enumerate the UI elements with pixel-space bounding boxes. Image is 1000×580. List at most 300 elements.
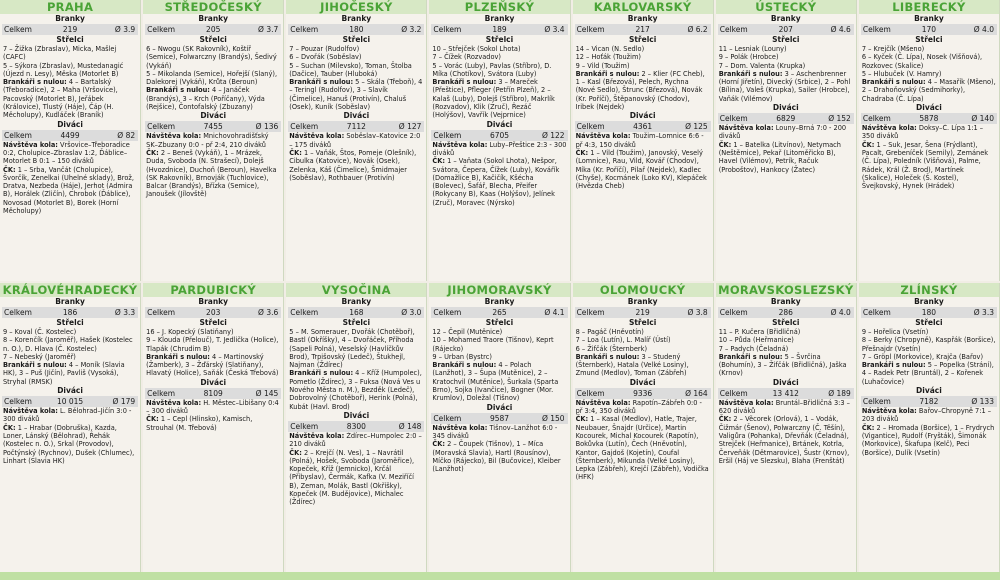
divaci-total: 9336	[633, 388, 653, 398]
navsteva-entry	[432, 141, 566, 158]
strelci-heading: Střelci	[772, 35, 800, 44]
strelci-list	[429, 328, 569, 403]
ck-text: 1 – Vaňák, Štos, Pomeje (Olešník), Cibulka (Katovice), Novák (Osek), Zelenka, Káš (Čimelice), Šmidmajer (Soběslav), Rothbauer (Protivín)	[289, 148, 417, 182]
ck-label: ČK:	[432, 440, 446, 449]
divaci-average: Ø 145	[256, 388, 279, 399]
branky-average: Ø 4.6	[831, 24, 851, 35]
brankari-label: Brankáři s nulou:	[575, 69, 640, 78]
region-table	[573, 283, 714, 580]
divaci-total: 5878	[919, 114, 939, 124]
divaci-average: Ø 150	[542, 413, 565, 424]
ck-text: 1 – Srba, Vančát (Cholupice), Švorčík, Zenelkai (Uhelné sklady), Brož, Dratva, Nezbeda (Háje), Jerhot (Admira B), Horálek (Zličín), Chrobok (Ďáblice), Novosad (Motorlet B), Borek (Horní Měcholupy)	[3, 165, 134, 216]
divaci-bar	[288, 421, 424, 432]
region-name: OLOMOUCKÝ	[573, 283, 713, 297]
region-table	[0, 0, 141, 281]
strelci-heading: Střelci	[915, 318, 943, 327]
branky-heading: Branky	[627, 297, 658, 306]
branky-bar	[288, 307, 424, 318]
divaci-celkem-label: Celkem	[4, 130, 32, 140]
branky-average: Ø 4.0	[831, 307, 851, 318]
branky-average: Ø 3.3	[115, 307, 135, 318]
strelci-heading: Střelci	[772, 318, 800, 327]
region-table	[0, 283, 141, 580]
strelci-text: 10 – Střejček (Sokol Lhota) 7 – Čížek (Rozvadov) 5 – Vorác (Luby), Pavlas (Stříbro), D. Míka (Chotíkov), Svátora (Luby)	[432, 45, 552, 78]
ck-text: 2 – Čoupek (Tišnov), 1 – Míca (Moravská Slavia), Hartl (Rousínov), Míčko (Rájecko), Bil (Bučovice), Kleiber (Lanžhot)	[432, 440, 561, 474]
brankari-entry	[432, 78, 566, 119]
divaci-average: Ø 189	[828, 388, 851, 399]
branky-average: Ø 3.6	[258, 307, 278, 318]
region-name: MORAVSKOSLEZSKÝ	[716, 283, 856, 297]
branky-celkem-label: Celkem	[719, 25, 748, 34]
strelci-text: 9 – Hořelica (Vsetín) 8 – Berky (Chropyně), Kaspřák (Boršice), Přešnajdr (Vsetín) 7 – Gröpl (Morkovice), Krajča (Bařov)	[861, 328, 996, 361]
attendance-list	[429, 141, 569, 207]
brankari-label: Brankáři s nulou:	[289, 78, 354, 87]
strelci-list	[143, 45, 283, 111]
branky-total: 217	[635, 25, 650, 34]
brankari-entry	[719, 70, 853, 103]
divaci-bar	[431, 130, 567, 141]
navsteva-text: Bařov–Chropyně 7:1 – 203 diváků	[861, 407, 992, 424]
divaci-average: Ø 148	[399, 421, 422, 432]
strelci-list	[573, 45, 713, 111]
ck-text: 2 – Krejčí (N. Ves), 1 – Navrátil (Polná), Hošek, Svoboda (Jaroměřice), Kopeček, Kříž (Jemnicko), Krčál (Přibyslav), Čermák, Kafka (V. Meziříčí B), Zeman, Molák, Bastl (Okříšky), Kopeček (M. Budějovice), Michalec (Ždírec)	[289, 448, 415, 507]
navsteva-label: Návštěva kola:	[718, 398, 774, 407]
navsteva-text: Soběslav–Katovice 2:0 – 175 diváků	[289, 132, 421, 149]
navsteva-entry	[3, 141, 137, 166]
navsteva-text: H. Městec–Libišany 0:4 – 300 diváků	[146, 398, 279, 416]
strelci-list	[716, 328, 856, 378]
divaci-heading: Diváci	[916, 386, 942, 396]
strelci-text: 12 – Čepil (Mutěnice) 10 – Mohamed Traore (Tišnov), Keprt (Rájecko) 9 – Urban (Bystrc)	[432, 328, 554, 361]
region-table	[716, 0, 857, 281]
divaci-total: 4499	[60, 130, 80, 140]
brankari-label: Brankáři s nulou:	[146, 86, 210, 95]
brankari-text: 4 – Masařík (Mšeno), 2 – Drahoňovský (Sedmihorky), Chadraba (Č. Lípa)	[861, 78, 996, 103]
divaci-heading: Diváci	[629, 111, 656, 121]
region-name: KRÁLOVÉHRADECKÝ	[0, 283, 140, 297]
attendance-list	[859, 407, 999, 457]
divaci-heading: Diváci	[57, 119, 83, 129]
navsteva-label: Návštěva kola:	[861, 124, 917, 133]
attendance-list	[573, 132, 713, 190]
brankari-label: Brankáři s nulou:	[3, 361, 67, 370]
branky-celkem-label: Celkem	[4, 308, 32, 317]
branky-celkem-label: Celkem	[862, 25, 891, 34]
navsteva-label: Návštěva kola:	[289, 132, 345, 141]
ck-text: 1 – Suk, Jesar, Šena (Frýdlant), Pacalt, Grebeníček (Semily), Zemánek (Č. Lípa), Poledník (Višňová), Palme, Rádek, Král (Ž. Brod), Martínek (Skalice), Holeček (Š. Kostel), Švejkovský, Hynek (Hrádek)	[861, 140, 989, 191]
branky-heading: Branky	[484, 14, 515, 23]
attendance-list	[286, 132, 426, 182]
strelci-text: 11 – P. Kučera (Břidličná) 10 – Půda (Heřmanice) 7 – Padych (Čeladná)	[718, 328, 801, 353]
divaci-average: Ø 140	[971, 113, 994, 124]
branky-average: Ø 3.8	[687, 307, 707, 318]
branky-average: Ø 4.0	[974, 24, 994, 35]
ck-label: ČK:	[432, 157, 446, 166]
divaci-average: Ø 127	[399, 121, 422, 132]
divaci-total: 7455	[203, 122, 223, 132]
navsteva-text: Rapotín–Zábřeh 0:0 - př 3:4, 350 diváků	[575, 398, 702, 416]
divaci-bar	[718, 388, 854, 399]
region-name: LIBERECKÝ	[859, 0, 999, 14]
divaci-average: Ø 152	[828, 113, 851, 124]
branky-average: Ø 6.2	[687, 24, 707, 35]
ck-text: 1 – Batelka (Litvínov), Netymach (Neštěmice), Pekař (Litoměřicko B), Havel (Vilémov), Petrík, Račuk (Proboštov), Hankocy (Žatec)	[718, 140, 841, 174]
strelci-text: 6 – Nwogu (SK Rakovník), Koštíř (Semice), Folwarczny (Brandýs), Šedivý (Vykáň) 5 – Mikolanda (Semice), Hořejší (Slaný), Dalekorej (Vykáň), Krůta (Beroun)	[146, 45, 278, 87]
brankari-text: 4 – Moník (Slavia HK), 3 – Puš (Jičín), Pavliš (Vysoká), Stryhal (RMSK)	[3, 361, 125, 386]
branky-bar	[431, 24, 567, 35]
navsteva-entry	[719, 399, 853, 416]
navsteva-entry	[432, 424, 566, 441]
divaci-celkem-label: Celkem	[862, 397, 891, 407]
branky-bar	[2, 24, 138, 35]
ck-entry	[432, 157, 566, 207]
brankari-text: 4 – Bartalský (Třeboradice), 2 – Maha (Vršovice), Pacovský (Motorlet B), Jeřábek (Královice), Tlustý (Háje), Čáp (H. Měcholupy), Kudláček (Braník)	[3, 78, 118, 120]
branky-total: 186	[62, 308, 78, 317]
divaci-bar	[575, 121, 711, 132]
navsteva-entry	[146, 132, 280, 149]
branky-celkem-label: Celkem	[576, 308, 605, 317]
brankari-label: Brankáři s nulou:	[718, 352, 783, 361]
navsteva-label: Návštěva kola:	[432, 140, 488, 149]
ck-entry	[719, 415, 853, 465]
navsteva-text: Louny–Brná 7:0 - 200 diváků	[718, 124, 847, 141]
brankari-entry	[432, 361, 566, 402]
branky-celkem-label: Celkem	[4, 25, 32, 34]
branky-heading: Branky	[55, 14, 85, 23]
region-table	[859, 0, 1000, 281]
divaci-bar	[145, 121, 281, 132]
strelci-list	[143, 328, 283, 378]
ck-text: 2 – Věcorek (Orlová), 1 – Vodák, Čižmár (Šenov), Polwarczny (Č. Těšín), Valigůra (Pohanka), Dřevňák (Čeladná), Strejček (Heřmanice), Brtánek, Kotrla, Červeňák (Dětmarovice), Šustr (Krnov), Eršil (Háj ve Slezsku), Blaha (Frenštát)	[718, 415, 850, 465]
ck-entry	[862, 141, 996, 191]
strelci-text: 7 – Krejčík (Mšeno) 6 – Kyček (Č. Lípa), Nosek (Višňová), Rozkovec (Skalice) 5 – Hlubuček (V. Hamry)	[861, 45, 983, 78]
ck-label: ČK:	[861, 140, 875, 149]
ck-entry	[576, 415, 710, 481]
ck-entry	[289, 449, 423, 507]
divaci-celkem-label: Celkem	[719, 388, 748, 398]
region-name: STŘEDOČESKÝ	[143, 0, 283, 14]
ck-text: 1 – Hrabar (Dobruška), Kazda, Loner, Lánský (Bělohrad), Řehák (Kostelec n. O.), Srkal (Provodov), Počtýnský (Rychnov), Dušek (Chlumec), Linhart (Slavia HK)	[3, 423, 135, 465]
navsteva-entry	[862, 124, 996, 141]
ck-text: 2 – Beneš (Vykáň), 1 – Mrázek, Duda, Svoboda (N. Strašecí), Dolejš (Hvozdnice), Duchoň (Beroun), Havelka (SK Rakovník), Brnovják (Tuchlovice), Balcar (Brandýs), Břízka (Semice), Janoušek (Jílovště)	[146, 148, 277, 199]
region-name: KARLOVARSKÝ	[573, 0, 713, 14]
attendance-list	[573, 399, 713, 482]
strelci-heading: Střelci	[199, 318, 227, 327]
ck-label: ČK:	[3, 423, 16, 432]
divaci-bar	[288, 121, 424, 132]
brankari-text: 5 – Popelka (Strání), 4 – Radek Petr (Bruntál), 2 – Kořenek (Luhačovice)	[861, 361, 994, 386]
divaci-bar	[861, 113, 997, 124]
divaci-average: Ø 136	[256, 121, 279, 132]
attendance-list	[0, 141, 140, 216]
brankari-entry	[3, 361, 137, 386]
attendance-list	[286, 432, 426, 507]
branky-heading: Branky	[55, 297, 85, 306]
ck-entry	[432, 440, 566, 473]
strelci-list	[573, 328, 713, 378]
divaci-heading: Diváci	[343, 410, 370, 420]
divaci-average: Ø 133	[971, 396, 994, 407]
divaci-heading: Diváci	[772, 377, 799, 387]
region-name: JIHOČESKÝ	[286, 0, 426, 14]
brankari-text: 5 – Skála (Třeboň), 4 – Teringl (Rudolfov), 3 – Slavík (Čimelice), Hanuš (Protivín), Chaluš (Osek), Kuník (Soběslav)	[289, 78, 423, 112]
divaci-total: 8109	[203, 388, 223, 398]
strelci-heading: Střelci	[342, 35, 371, 44]
strelci-heading: Střelci	[199, 35, 227, 44]
brankari-text: 5 – Švrčina (Bohumín), 3 – Žifčák (Břidličná), Jaška (Krnov)	[718, 352, 847, 378]
branky-celkem-label: Celkem	[576, 25, 605, 34]
brankari-entry	[862, 78, 996, 103]
branky-celkem-label: Celkem	[719, 308, 748, 317]
branky-celkem-label: Celkem	[290, 25, 319, 34]
ck-label: ČK:	[289, 148, 302, 157]
strelci-text: 5 – M. Somerauer, Dvořák (Chotěboř), Bastl (Okříšky), 4 – Dvořáček, Příhoda (Sapeli Polná), Veselský (Havlíčkův Brod), Trpišovský (Ledeč), Štukhejl, Najman (Ždírec)	[289, 328, 415, 370]
divaci-heading: Diváci	[200, 111, 227, 121]
divaci-celkem-label: Celkem	[147, 122, 176, 132]
ck-entry	[576, 149, 710, 190]
brankari-text: 4 – Martinovský (Žamberk), 3 – Žďárský (Slatiňany), Hlavatý (Holice), Saňák (Česká Třebová)	[146, 352, 279, 378]
navsteva-label: Návštěva kola:	[718, 124, 774, 133]
brankari-text: 4 – Janáček (Brandýs), 3 – Krch (Poříčany), Výda (Rejšice), Čontofalský (Zbuzany)	[146, 86, 265, 112]
divaci-heading: Diváci	[772, 103, 799, 113]
ck-entry	[719, 141, 853, 174]
divaci-bar	[861, 396, 997, 407]
divaci-average: Ø 122	[542, 130, 565, 141]
divaci-heading: Diváci	[486, 402, 513, 412]
ck-label: ČK:	[3, 165, 16, 174]
attendance-list	[429, 424, 569, 474]
branky-average: Ø 4.1	[544, 307, 564, 318]
divaci-heading: Diváci	[486, 119, 513, 129]
branky-bar	[431, 307, 567, 318]
divaci-celkem-label: Celkem	[862, 114, 891, 124]
divaci-average: Ø 179	[113, 396, 136, 407]
navsteva-label: Návštěva kola:	[432, 423, 488, 432]
branky-total: 219	[635, 308, 650, 317]
divaci-celkem-label: Celkem	[576, 122, 605, 132]
divaci-celkem-label: Celkem	[719, 114, 748, 124]
branky-heading: Branky	[914, 14, 944, 23]
branky-heading: Branky	[341, 297, 372, 306]
navsteva-label: Návštěva kola:	[3, 407, 58, 416]
brankari-entry	[576, 70, 710, 111]
ck-text: 2 – Hromada (Boršice), 1 – Frydrych (Vigantice), Rudolf (Fryšták), Šimonák (Morkovice), Škafupa (Kelč), Peci (Boršice), Dulík (Vsetín)	[861, 423, 995, 457]
branky-celkem-label: Celkem	[433, 308, 462, 317]
divaci-total: 7112	[346, 122, 366, 132]
strelci-text: 7 – Žižka (Zbraslav), Micka, Mašlej (CAFC) 5 – Sýkora (Zbraslav), Mustedanagić (Újezd n. Lesy), Měska (Motorlet B)	[3, 45, 124, 78]
attendance-list	[716, 124, 856, 174]
branky-celkem-label: Celkem	[147, 25, 176, 34]
branky-total: 170	[921, 25, 937, 34]
brankari-label: Brankáři s nulou:	[575, 352, 640, 361]
divaci-bar	[431, 413, 567, 424]
brankari-text: 4 – Kříž (Humpolec), Pometlo (Ždírec), 3 – Fuksa (Nová Ves u Nového Města n. M.), Bezděk (Ledeč), Dobrovolný (Chotěboř), Herink (Polná), Kubát (Havl. Brod)	[289, 369, 422, 411]
ck-label: ČK:	[718, 415, 732, 424]
strelci-list	[286, 45, 426, 111]
brankari-label: Brankáři s nulou:	[861, 78, 926, 87]
navsteva-entry	[576, 132, 710, 149]
divaci-bar	[718, 113, 854, 124]
region-table	[143, 283, 284, 580]
navsteva-label: Návštěva kola:	[289, 431, 345, 440]
branky-celkem-label: Celkem	[433, 25, 462, 34]
bottom-band	[0, 572, 1000, 580]
divaci-average: Ø 125	[685, 121, 708, 132]
branky-average: Ø 3.4	[544, 24, 564, 35]
ck-entry	[289, 149, 423, 182]
divaci-total: 9587	[489, 413, 510, 423]
navsteva-text: Tišnov–Lanžhot 6:0 - 345 diváků	[432, 423, 558, 440]
navsteva-text: Toužim–Lomnice 6:6 - př 4:3, 150 diváků	[575, 132, 704, 149]
navsteva-entry	[289, 132, 423, 149]
divaci-total: 4361	[633, 122, 653, 132]
brankari-entry	[3, 78, 137, 119]
branky-total: 180	[349, 25, 364, 34]
region-table	[716, 283, 857, 580]
branky-heading: Branky	[627, 14, 658, 23]
attendance-list	[0, 407, 140, 465]
region-row-1	[0, 0, 1000, 281]
attendance-list	[143, 399, 283, 432]
navsteva-label: Návštěva kola:	[575, 398, 631, 407]
ck-entry	[146, 415, 280, 432]
divaci-total: 8300	[346, 421, 366, 431]
branky-total: 286	[778, 308, 793, 317]
branky-total: 180	[921, 308, 937, 317]
ck-entry	[3, 424, 137, 465]
branky-average: Ø 3.3	[974, 307, 994, 318]
divaci-celkem-label: Celkem	[290, 421, 319, 431]
divaci-average: Ø 82	[117, 130, 135, 141]
brankari-label: Brankáři s nulou:	[432, 78, 497, 87]
strelci-heading: Střelci	[628, 318, 657, 327]
brankari-label: Brankáři s nulou:	[432, 361, 497, 370]
region-name: VYSOČINA	[286, 283, 426, 297]
brankari-entry	[289, 369, 423, 410]
brankari-text: 3 – Aschenbrenner (Horní Jiřetín), Divecký (Srbice), 2 – Pohl (Bílina), Valeš (Krupka), Sailer (Hrobce), Vaňák (Vilémov)	[718, 69, 851, 103]
brankari-entry	[719, 353, 853, 378]
strelci-text: 8 – Pagáč (Hněvotín) 7 – Loa (Lutín), L. Malíř (Ústí) 6 – Žifčák (Šternberk)	[575, 328, 671, 353]
strelci-heading: Střelci	[342, 318, 371, 327]
branky-heading: Branky	[484, 297, 515, 306]
divaci-total: 7182	[919, 397, 939, 407]
brankari-entry	[862, 361, 996, 386]
brankari-label: Brankáři s nulou:	[146, 352, 210, 361]
branky-total: 205	[206, 25, 221, 34]
branky-heading: Branky	[914, 297, 944, 306]
strelci-text: 7 – Pouzar (Rudolfov) 6 – Dvořák (Soběslav) 5 – Suchan (Milevsko), Toman, Štolba (Dačice), Tauber (Hluboká)	[289, 45, 412, 78]
divaci-heading: Diváci	[343, 111, 370, 121]
divaci-celkem-label: Celkem	[576, 388, 605, 398]
divaci-average: Ø 164	[685, 388, 708, 399]
branky-average: Ø 3.0	[401, 307, 421, 318]
attendance-list	[716, 399, 856, 465]
divaci-celkem-label: Celkem	[433, 130, 462, 140]
branky-celkem-label: Celkem	[290, 308, 319, 317]
branky-heading: Branky	[770, 14, 801, 23]
region-table	[429, 0, 570, 281]
divaci-heading: Diváci	[57, 386, 83, 396]
brankari-text: 3 – Mareček (Přeštice), Pfleger (Petřín Plzeň), 2 – Kalaš (Luby), Dolejš (Stříbro), Makrlík (Rozvadov), Klik (Zruč), Řezáč (Holýšov), Vavřík (Vejprnice)	[432, 78, 555, 120]
region-row-2	[0, 283, 1000, 580]
navsteva-label: Návštěva kola:	[146, 132, 202, 141]
strelci-heading: Střelci	[56, 318, 84, 327]
branky-bar	[2, 307, 138, 318]
navsteva-entry	[146, 399, 280, 416]
region-table	[859, 283, 1000, 580]
divaci-heading: Diváci	[200, 377, 227, 387]
region-table	[573, 0, 714, 281]
region-table	[143, 0, 284, 281]
brankari-entry	[146, 353, 280, 378]
navsteva-text: Ždírec–Humpolec 2:0 – 210 diváků	[289, 431, 422, 449]
divaci-bar	[145, 388, 281, 399]
divaci-total: 13 412	[772, 388, 799, 398]
branky-bar	[861, 24, 997, 35]
strelci-list	[0, 328, 140, 386]
brankari-text: 3 – Studený (Šternberk), Hatala (Velké Losiny), Zmund (Medlov), Toman (Zábřeh)	[575, 352, 689, 378]
branky-bar	[145, 24, 281, 35]
navsteva-text: Luby–Přeštice 2:3 - 300 diváků	[432, 140, 567, 157]
navsteva-entry	[719, 124, 853, 141]
navsteva-text: Mnichovohradišťský SK–Zbuzany 0:0 - př 2:4, 210 diváků	[146, 132, 269, 149]
ck-label: ČK:	[575, 148, 589, 157]
brankari-entry	[576, 353, 710, 378]
branky-total: 203	[206, 308, 221, 317]
navsteva-label: Návštěva kola:	[3, 140, 58, 149]
brankari-label: Brankáři s nulou:	[861, 361, 926, 370]
ck-text: 1 – Vaňata (Sokol Lhota), Nešpor, Svátora, Čepera, Čížek (Luby), Kovářík (Domažlice B), Kačičík, Kšécha (Bolevec), Šafář, Blecha, Přeifer (Rokycany B), Kaas (Holýšov), Jelínek (Zruč), Moravec (Nýrsko)	[432, 157, 560, 207]
ck-label: ČK:	[289, 448, 302, 457]
strelci-list	[859, 45, 999, 103]
ck-entry	[146, 149, 280, 199]
strelci-list	[716, 45, 856, 103]
strelci-text: 16 – J. Kopecký (Slatiňany) 9 – Klouda (Přelouč), T. Jedlička (Holice), Tlapák (Chrudim B)	[146, 328, 279, 353]
strelci-heading: Střelci	[628, 35, 657, 44]
strelci-list	[0, 45, 140, 120]
attendance-list	[143, 132, 283, 198]
navsteva-entry	[289, 432, 423, 449]
divaci-celkem-label: Celkem	[147, 388, 176, 398]
strelci-list	[859, 328, 999, 386]
navsteva-entry	[862, 407, 996, 424]
divaci-celkem-label: Celkem	[4, 397, 32, 407]
ck-label: ČK:	[575, 415, 589, 424]
branky-heading: Branky	[198, 14, 229, 23]
branky-bar	[575, 24, 711, 35]
ck-label: ČK:	[146, 415, 159, 424]
strelci-list	[286, 328, 426, 411]
divaci-heading: Diváci	[629, 377, 656, 387]
strelci-text: 11 – Lesniak (Louny) 9 – Polák (Hrobce) 7 – Dom. Valenta (Krupka)	[718, 45, 806, 70]
branky-bar	[145, 307, 281, 318]
strelci-text: 9 – Koval (Č. Kostelec) 8 – Korenčík (Jaroměř), Hašek (Kostelec n. O.), D. Hlava (Č. Kostelec) 7 – Nebeský (Jaroměř)	[3, 328, 133, 361]
ck-label: ČK:	[718, 140, 732, 149]
ck-text: 1 – Vild (Toužim), Janovský, Veselý (Lomnice), Rau, Vild, Kovář (Chodov), Míka (Kr. Poříčí), Pilař (Nejdek), Kadlec (Chyše), Kocmánek (Loko KV), Klepáček (Hvězda Cheb)	[575, 148, 707, 191]
ck-text: 1 – Kasal (Medlov), Hatle, Trajer, Neubauer, Šnajdr (Určice), Martin Kocourek, Michal Kocourek (Rapotín), Bokůvka (Lutín), Čech (Hněvotín), Kantor, Gajdoš (Kojetín), Coufal (Šternberk), Mikunda (Velké Losiny), Lepka (Zábřeh), Krejčí (Zábřeh), Vodička (HFK)	[575, 415, 709, 482]
navsteva-label: Návštěva kola:	[146, 398, 202, 407]
region-table	[429, 283, 570, 580]
divaci-total: 10 015	[56, 397, 84, 407]
divaci-bar	[575, 388, 711, 399]
region-name: ÚSTECKÝ	[716, 0, 856, 14]
branky-heading: Branky	[341, 14, 372, 23]
branky-total: 265	[492, 308, 507, 317]
region-name: PRAHA	[0, 0, 140, 14]
attendance-list	[859, 124, 999, 190]
divaci-celkem-label: Celkem	[433, 413, 462, 423]
navsteva-label: Návštěva kola:	[861, 407, 917, 416]
